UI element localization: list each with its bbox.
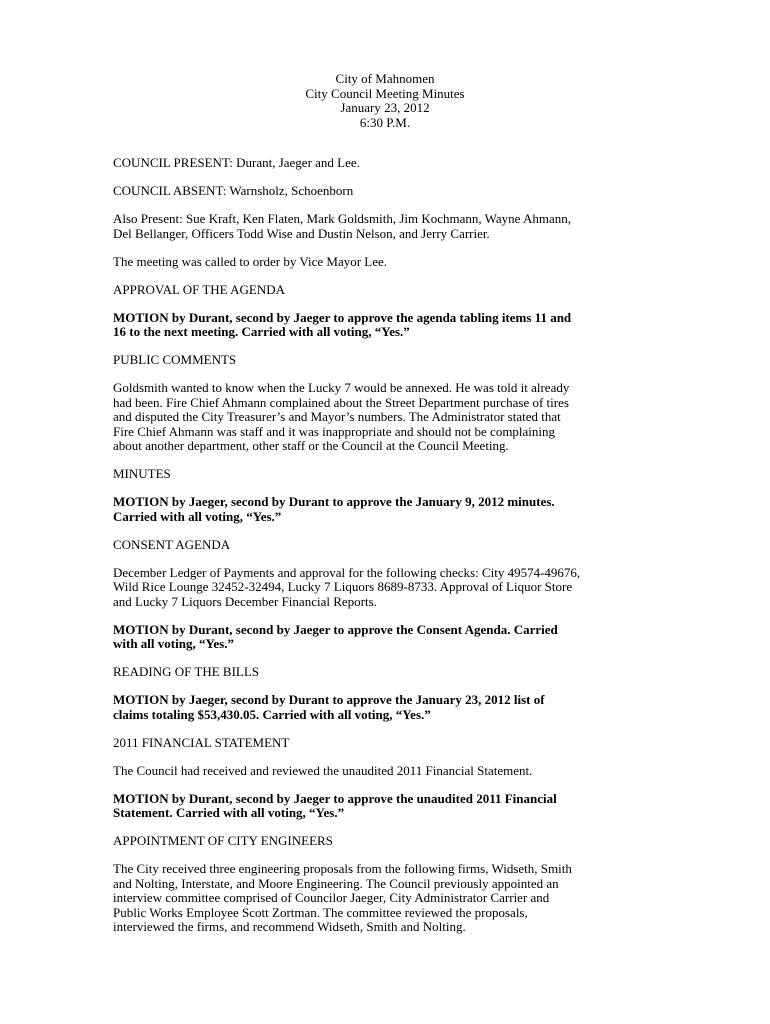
text-line: The Council had received and reviewed the unaudited 2011 Financial Statement.: [113, 762, 533, 778]
text-line: MOTION by Jaeger, second by Durant to approve the January 9, 2012 minutes.: [113, 494, 555, 509]
motion-paragraph: [113, 495, 658, 524]
text-line: MOTION by Durant, second by Jaeger to approve the unaudited 2011 Financial: [113, 790, 557, 806]
meeting-date: January 23, 2012: [340, 100, 430, 115]
document-title: City Council Meeting Minutes: [305, 85, 465, 101]
text-line: Wild Rice Lounge 32452-32494, Lucky 7 Liquors 8689-8733. Approval of Liquor Store: [113, 579, 573, 594]
meeting-time: 6:30 P.M.: [359, 114, 411, 130]
city-name: City of Mahnomen: [335, 71, 435, 86]
motion-paragraph: [113, 623, 658, 652]
minutes-paragraph: [113, 467, 658, 482]
text-line: The meeting was called to order by Vice Mayor Lee.: [113, 253, 388, 269]
minutes-paragraph: [113, 538, 658, 553]
document-header: [0, 72, 770, 130]
text-line: had been. Fire Chief Ahmann complained about the Street Department purchase of tires: [113, 394, 569, 410]
text-line: APPOINTMENT OF CITY ENGINEERS: [113, 833, 333, 848]
minutes-paragraph: [113, 764, 658, 779]
text-line: 2011 FINANCIAL STATEMENT: [113, 734, 290, 750]
minutes-paragraph: [113, 156, 658, 171]
text-line: claims totaling $53,430.05. Carried with all voting, “Yes.”: [113, 706, 431, 722]
text-line: with all voting, “Yes.”: [113, 636, 234, 651]
text-line: interviewed the firms, and recommend Widseth, Smith and Nolting.: [113, 919, 466, 934]
text-line: and disputed the City Treasurer’s and Mayor’s numbers. The Administrator stated that: [113, 409, 561, 424]
text-line: MINUTES: [113, 466, 171, 481]
minutes-paragraph: [113, 381, 658, 454]
minutes-paragraph: [113, 665, 658, 680]
minutes-paragraph: [113, 212, 658, 241]
text-line: Also Present: Sue Kraft, Ken Flaten, Mark Goldsmith, Jim Kochmann, Wayne Ahmann,: [113, 211, 571, 226]
text-line: MOTION by Durant, second by Jaeger to approve the Consent Agenda. Carried: [113, 621, 558, 637]
motion-paragraph: [113, 693, 658, 722]
minutes-paragraph: [113, 862, 658, 935]
text-line: The City received three engineering proposals from the following firms, Widseth, Smith: [113, 861, 572, 876]
text-line: Statement. Carried with all voting, “Yes.”: [113, 805, 345, 820]
minutes-paragraph: [113, 736, 658, 751]
text-line: December Ledger of Payments and approval for the following checks: City 49574-49676,: [113, 564, 581, 580]
minutes-paragraph: [113, 184, 658, 199]
text-line: READING OF THE BILLS: [113, 664, 260, 679]
motion-paragraph: [113, 792, 658, 821]
minutes-paragraph: [113, 283, 658, 298]
minutes-paragraph: [113, 255, 658, 270]
text-line: and Nolting, Interstate, and Moore Engineering. The Council previously appointed an: [113, 875, 559, 891]
motion-paragraph: [113, 311, 658, 340]
text-line: Del Bellanger, Officers Todd Wise and Dustin Nelson, and Jerry Carrier.: [113, 225, 490, 241]
text-line: CONSENT AGENDA: [113, 536, 231, 552]
text-line: and Lucky 7 Liquors December Financial Reports.: [113, 593, 377, 609]
minutes-paragraph: [113, 353, 658, 368]
text-line: Fire Chief Ahmann was staff and it was inappropriate and should not be complaining: [113, 423, 556, 439]
minutes-paragraph: [113, 566, 658, 610]
text-line: APPROVAL OF THE AGENDA: [113, 281, 286, 297]
text-line: COUNCIL ABSENT: Warnsholz, Schoenborn: [113, 183, 354, 198]
text-line: COUNCIL PRESENT: Durant, Jaeger and Lee.: [113, 155, 360, 170]
text-line: Carried with all voting, “Yes.”: [113, 508, 282, 524]
text-line: interview committee comprised of Councilor Jaeger, City Administrator Carrier and: [113, 890, 550, 905]
text-line: Goldsmith wanted to know when the Lucky 7 would be annexed. He was told it already: [113, 380, 570, 395]
text-line: MOTION by Durant, second by Jaeger to approve the agenda tabling items 11 and: [113, 309, 572, 325]
text-line: about another department, other staff or the Council at the Council Meeting.: [113, 438, 509, 453]
minutes-paragraph: [113, 834, 658, 849]
text-line: PUBLIC COMMENTS: [113, 352, 237, 367]
text-line: 16 to the next meeting. Carried with all voting, “Yes.”: [113, 324, 410, 339]
text-line: MOTION by Jaeger, second by Durant to approve the January 23, 2012 list of: [113, 692, 545, 707]
minutes-body: [113, 156, 658, 948]
text-line: Public Works Employee Scott Zortman. The committee reviewed the proposals,: [113, 904, 528, 920]
